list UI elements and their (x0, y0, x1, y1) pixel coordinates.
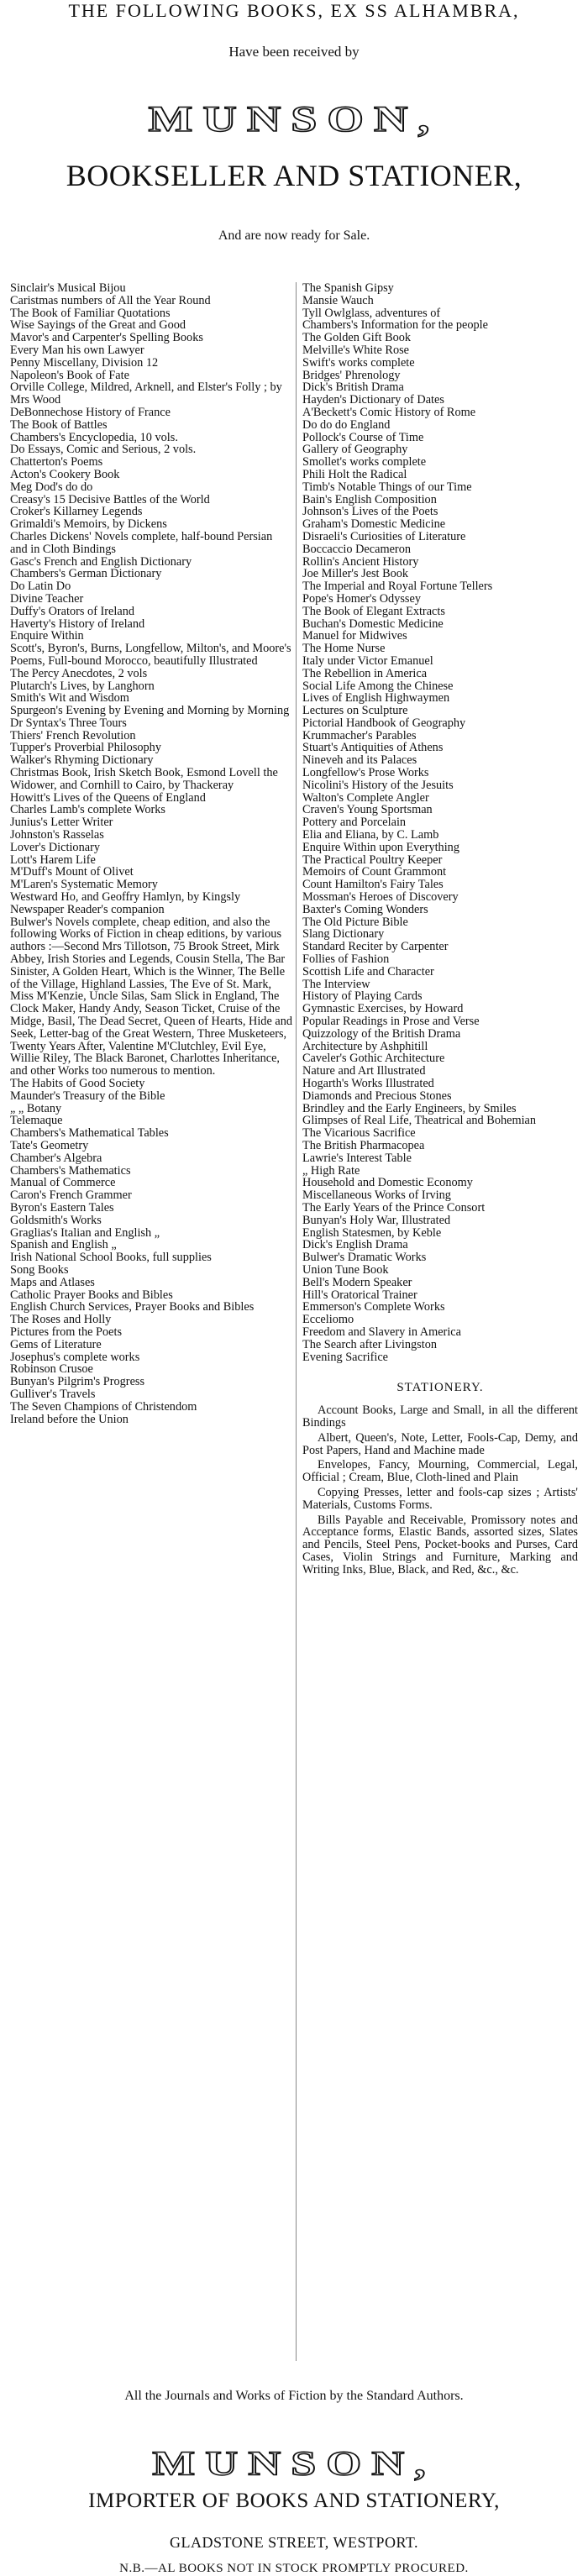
left-book-entry: Irish National School Books, full supplies (10, 1251, 212, 1265)
left-book-list (10, 282, 292, 1425)
right-book-entry: Union Tune Book (302, 1262, 389, 1277)
left-book-entry: Sinclair's Musical Bijou (10, 281, 126, 295)
right-book-entry: Rollin's Ancient History (302, 554, 419, 569)
right-book-entry: Household and Domestic Economy (302, 1176, 473, 1190)
right-book-entry: Hogarth's Works Illustrated (302, 1077, 434, 1090)
right-book-entry: Walton's Complete Angler (302, 790, 429, 805)
right-book-entry: Timb's Notable Things of our Time (302, 480, 472, 494)
left-book-entry: Song Books (10, 1262, 69, 1277)
left-book-entry: Duffy's Orators of Ireland (10, 604, 135, 618)
right-book-entry: Melville's White Rose (302, 343, 409, 357)
stationery-list (302, 1404, 578, 1576)
left-book-entry: Tate's Geometry (10, 1138, 89, 1152)
left-book-entry: Howitt's Lives of the Queens of England (10, 790, 206, 805)
right-book-entry: Social Life Among the Chinese (302, 679, 454, 693)
left-book-entry: Walker's Rhyming Dictionary (10, 753, 154, 768)
left-book-entry: Dr Syntax's Three Tours (10, 716, 127, 730)
right-book-entry: The Home Nurse (302, 642, 386, 656)
stationery-item: Albert, Queen's, Note, Letter, Fools-Cap, Demy, and Post Papers, Hand and Machine made (302, 1430, 578, 1457)
right-book-entry: Dick's British Drama (302, 380, 404, 395)
left-book-entry: The Roses and Holly (10, 1313, 112, 1327)
left-book-entry: Gems of Literature (10, 1337, 102, 1351)
left-book-entry: Orville College, Mildred, Arknell, and Elster's Folly ; by Mrs Wood (10, 380, 282, 407)
right-book-entry: The British Pharmacopea (302, 1138, 425, 1152)
right-book-entry: Bulwer's Dramatic Works (302, 1251, 427, 1265)
left-book-entry: Divine Teacher (10, 591, 84, 606)
bookseller-name-heading (0, 92, 588, 144)
left-book-entry: Croker's Killarney Legends (10, 505, 143, 519)
right-book-entry: Count Hamilton's Fairy Tales (302, 878, 444, 892)
ready-for-sale-line: And are now ready for Sale. (218, 228, 370, 243)
left-book-entry: Chambers's German Dictionary (10, 567, 162, 581)
right-book-entry: The Practical Poultry Keeper (302, 853, 443, 867)
stationery-item: Envelopes, Fancy, Mourning, Commercial, Legal, Official ; Cream, Blue, Cloth-lined and Plain (302, 1458, 578, 1485)
right-book-entry: Bunyan's Holy War, Illustrated (302, 1213, 451, 1227)
left-book-entry: Scott's, Byron's, Burns, Longfellow, Milton's, and Moore's Poems, Full-bound Morocco, beautifully Illustrated (10, 642, 291, 668)
left-book-entry: Westward Ho, and Geoffry Hamlyn, by Kingsly (10, 890, 241, 905)
right-book-entry: English Statesmen, by Keble (302, 1225, 442, 1240)
right-book-entry: Popular Readings in Prose and Verse (302, 1015, 480, 1029)
right-book-entry: Miscellaneous Works of Irving (302, 1188, 451, 1203)
right-book-entry: Dick's English Drama (302, 1238, 408, 1252)
left-book-entry: Junius's Letter Writer (10, 816, 113, 830)
left-book-entry: Chamber's Algebra (10, 1151, 102, 1165)
right-book-entry: Chambers's Information for the people (302, 318, 488, 333)
left-book-entry: Spurgeon's Evening by Evening and Morning by Morning (10, 704, 290, 718)
right-book-entry: Mansie Wauch (302, 293, 374, 307)
left-book-entry: Do Latin Do (10, 580, 71, 594)
footer-trade-heading: IMPORTER OF BOOKS AND STATIONERY, (88, 2489, 500, 2512)
left-book-entry: Charles Dickens' Novels complete, half-bound Persian and in Cloth Bindings (10, 529, 273, 556)
right-book-entry: The Book of Elegant Extracts (302, 604, 445, 618)
right-book-entry: Pictorial Handbook of Geography (302, 716, 466, 730)
stationery-item: Copying Presses, letter and fools-cap sizes ; Artists' Materials, Customs Forms. (302, 1485, 578, 1512)
right-book-entry: Elia and Eliana, by C. Lamb (302, 828, 439, 842)
right-book-entry: Lawrie's Interest Table (302, 1151, 412, 1165)
left-book-entry: Bunyan's Pilgrim's Progress (10, 1375, 145, 1389)
right-book-entry: Quizzology of the British Drama (302, 1026, 461, 1041)
address-line: GLADSTONE STREET, WESTPORT. (169, 2534, 419, 2551)
left-book-entry: Mavor's and Carpenter's Spelling Books (10, 331, 203, 345)
right-book-entry: Johnson's Lives of the Poets (302, 505, 438, 519)
left-book-entry: English Church Services, Prayer Books and Bibles (10, 1300, 255, 1314)
left-book-entry: The Habits of Good Society (10, 1077, 145, 1090)
left-book-entry: Acton's Cookery Book (10, 467, 120, 481)
right-book-entry: Baxter's Coming Wonders (302, 902, 428, 916)
left-book-entry: „ „ Botany (10, 1101, 62, 1115)
right-book-entry: Swift's works complete (302, 355, 415, 370)
left-book-entry: DeBonnechose History of France (10, 405, 171, 419)
right-book-entry: Stuart's Antiquities of Athens (302, 741, 444, 755)
right-book-entry: Tyll Owlglass, adventures of (302, 306, 441, 320)
right-book-entry: „ High Rate (302, 1163, 360, 1178)
left-book-entry: Penny Miscellany, Division 12 (10, 355, 159, 370)
right-book-entry: The Early Years of the Prince Consort (302, 1200, 486, 1215)
trade-heading: BOOKSELLER AND STATIONER, (66, 159, 522, 192)
left-book-entry: Lover's Dictionary (10, 840, 100, 854)
left-book-entry: Napoleon's Book of Fate (10, 368, 129, 382)
right-book-entry: History of Playing Cards (302, 989, 423, 1004)
right-book-entry: Hayden's Dictionary of Dates (302, 393, 444, 407)
left-book-entry: Caristmas numbers of All the Year Round (10, 293, 211, 307)
right-book-entry: Hill's Oratorical Trainer (302, 1288, 417, 1302)
right-book-entry: The Golden Gift Book (302, 331, 412, 345)
column-divider (296, 282, 297, 2361)
stationery-item: Account Books, Large and Small, in all the different Bindings (302, 1403, 578, 1430)
right-book-entry: Boccaccio Decameron (302, 542, 411, 556)
left-book-entry: Chambers's Encyclopedia, 10 vols. (10, 430, 178, 444)
right-book-entry: Joe Miller's Jest Book (302, 567, 409, 581)
right-book-entry: Bell's Modern Speaker (302, 1275, 412, 1289)
left-book-entry: Gulliver's Travels (10, 1387, 96, 1401)
stationery-heading: STATIONERY. (396, 1381, 484, 1395)
right-book-entry: Follies of Fashion (302, 952, 390, 967)
left-book-entry: Grimaldi's Memoirs, by Dickens (10, 517, 167, 532)
right-book-entry: Pope's Homer's Odyssey (302, 591, 421, 606)
left-book-entry: Chatterton's Poems (10, 455, 103, 470)
right-book-entry: The Vicarious Sacrifice (302, 1126, 416, 1141)
left-book-entry: Haverty's History of Ireland (10, 616, 145, 631)
right-book-entry: Glimpses of Real Life, Theatrical and Bohemian (302, 1114, 537, 1128)
right-book-entry: Architecture by Ashphitill (302, 1039, 428, 1053)
right-book-entry: Manuel for Midwives (302, 629, 407, 643)
left-book-entry: Johnston's Rasselas (10, 828, 104, 842)
left-book-entry: The Seven Champions of Christendom (10, 1399, 197, 1414)
left-book-entry: Enquire Within (10, 629, 84, 643)
left-book-entry: Chambers's Mathematical Tables (10, 1126, 169, 1141)
right-book-entry: Nicolini's History of the Jesuits (302, 778, 454, 792)
right-book-entry: Evening Sacrifice (302, 1350, 389, 1364)
left-book-entry: Graglias's Italian and English „ (10, 1225, 160, 1240)
left-book-entry: Chambers's Mathematics (10, 1163, 131, 1178)
left-book-entry: Caron's French Grammer (10, 1188, 132, 1203)
right-book-entry: Scottish Life and Character (302, 964, 434, 978)
left-book-entry: Maps and Atlases (10, 1275, 95, 1289)
right-book-entry: Gymnastic Exercises, by Howard (302, 1002, 464, 1016)
right-book-entry: Slang Dictionary (302, 927, 385, 942)
left-book-entry: The Percy Anecdotes, 2 vols (10, 666, 148, 680)
left-book-entry: Thiers' French Revolution (10, 728, 136, 742)
left-book-entry: Lott's Harem Life (10, 853, 96, 867)
right-book-entry: Ecceliomo (302, 1313, 354, 1327)
left-book-entry: Christmas Book, Irish Sketch Book, Esmond Lovell the Widower, and Cornhill to Cairo, by Thackeray (10, 766, 278, 792)
right-book-entry: Gallery of Geography (302, 443, 408, 457)
right-book-entry: The Interview (302, 977, 370, 991)
right-book-entry: Diamonds and Precious Stones (302, 1089, 452, 1103)
left-book-entry: Wise Sayings of the Great and Good (10, 318, 186, 333)
right-book-entry: Caveler's Gothic Architecture (302, 1052, 445, 1066)
right-book-entry: Enquire Within upon Everything (302, 840, 459, 854)
right-book-entry: The Search after Livingston (302, 1337, 437, 1351)
left-book-entry: Newspaper Reader's companion (10, 902, 165, 916)
right-book-entry: Krummacher's Parables (302, 728, 417, 742)
right-book-entry: Mossman's Heroes of Discovery (302, 890, 459, 905)
left-book-entry: Smith's Wit and Wisdom (10, 691, 129, 706)
right-book-entry: Disraeli's Curiosities of Literature (302, 529, 466, 543)
footer-name-text: MUNSON, (152, 2444, 436, 2483)
left-book-entry: Robinson Crusoe (10, 1362, 93, 1377)
right-book-entry: Freedom and Slavery in America (302, 1325, 461, 1339)
right-book-entry: Craven's Young Sportsman (302, 803, 433, 817)
footer-name-heading (0, 2437, 588, 2486)
right-book-entry: Pollock's Course of Time (302, 430, 424, 444)
left-book-entry: Plutarch's Lives, by Langhorn (10, 679, 155, 693)
left-book-entry: M'Laren's Systematic Memory (10, 878, 158, 892)
left-book-entry: Manual of Commerce (10, 1176, 116, 1190)
right-book-entry: The Old Picture Bible (302, 915, 408, 929)
right-book-entry: Longfellow's Prose Works (302, 766, 429, 780)
right-book-entry: Pottery and Porcelain (302, 816, 407, 830)
right-book-entry: Italy under Victor Emanuel (302, 653, 433, 668)
right-book-entry: A'Beckett's Comic History of Rome (302, 405, 476, 419)
right-book-entry: Lives of English Highwaymen (302, 691, 450, 706)
right-book-entry: The Rebellion in America (302, 666, 428, 680)
left-book-entry: Josephus's complete works (10, 1350, 140, 1364)
left-book-entry: Byron's Eastern Tales (10, 1200, 114, 1215)
left-book-entry: Bulwer's Novels complete, cheap edition, and also the following Works of Fiction in cheap editions, by various authors :—Second Mrs Tillotson, 75 Brook Street, Mirk Abbey, Irish Stories and Legends, Cousin Stella, The Bar Sinister, A Golden Heart, Which is the Winner, The Belle of the Village, Highland Lassies, The Eve of St. Mark, Miss M'Kenzie, Uncle Silas, Sam Slick in England, The Clock Maker, Handy Andy, Season Ticket, Cruise of the Midge, Basil, The Dead Secret, Queen of Hearts, Hide and Seek, Letter-bag of the Great Western, Three Musketeers, Twenty Years After, Valentine M'Clutchley, Evil Eye, Willie Riley, The Black Baronet, Charlottes Inheritance, and other Works too numerous to mention. (10, 915, 293, 1078)
right-book-entry: The Spanish Gipsy (302, 281, 394, 295)
left-book-entry: Catholic Prayer Books and Bibles (10, 1288, 173, 1302)
left-book-entry: Every Man his own Lawyer (10, 343, 144, 357)
left-book-entry: Meg Dod's do do (10, 480, 93, 494)
right-book-entry: Nineveh and its Palaces (302, 753, 417, 768)
left-book-entry: The Book of Familiar Quotations (10, 306, 171, 320)
received-by-line: Have been received by (228, 44, 360, 60)
right-book-entry: Nature and Art Illustrated (302, 1064, 426, 1078)
right-book-entry: Brindley and the Early Engineers, by Smiles (302, 1101, 517, 1115)
left-book-entry: M'Duff's Mount of Olivet (10, 865, 134, 879)
right-book-entries (302, 282, 578, 1363)
right-book-entry: The Imperial and Royal Fortune Tellers (302, 580, 493, 594)
right-book-list (302, 282, 578, 1578)
left-book-entry: Charles Lamb's complete Works (10, 803, 165, 817)
left-book-entry: Maunder's Treasury of the Bible (10, 1089, 165, 1103)
right-book-entry: Phili Holt the Radical (302, 467, 407, 481)
left-book-entry: Goldsmith's Works (10, 1213, 102, 1227)
right-book-entry: Lectures on Sculpture (302, 704, 408, 718)
nota-bene-line: N.B.—AL BOOKS NOT IN STOCK PROMPTLY PROCURED. (119, 2562, 469, 2575)
left-book-entry: Spanish and English „ (10, 1238, 117, 1252)
right-book-entry: Emmerson's Complete Works (302, 1300, 445, 1314)
right-book-entry: Memoirs of Count Grammont (302, 865, 447, 879)
right-book-entry: Bain's English Composition (302, 492, 437, 506)
left-book-entry: Pictures from the Poets (10, 1325, 123, 1339)
left-book-entry: Do Essays, Comic and Serious, 2 vols. (10, 443, 197, 457)
left-book-entry: The Book of Battles (10, 417, 108, 432)
left-book-entry: Gasc's French and English Dictionary (10, 554, 192, 569)
right-book-entry: Buchan's Domestic Medicine (302, 616, 444, 631)
right-book-entry: Graham's Domestic Medicine (302, 517, 446, 532)
stationery-item: Bills Payable and Receivable, Promissory notes and Acceptance forms, Elastic Bands, assorted sizes, Slates and Pencils, Steel Pens, Pocket-books and Purses, Card Cases, Violin Strings and Furniture, Marking and Writing Inks, Blue, Black, and Red, &c., &c. (302, 1513, 578, 1577)
bookseller-name-text: MUNSON, (148, 98, 440, 140)
right-book-entry: Smollet's works complete (302, 455, 427, 470)
left-book-entry: Telemaque (10, 1114, 63, 1128)
right-book-entry: Standard Reciter by Carpenter (302, 940, 449, 954)
left-book-entry: Ireland before the Union (10, 1412, 129, 1426)
right-book-entry: Bridges' Phrenology (302, 368, 401, 382)
left-book-entry: Creasy's 15 Decisive Battles of the World (10, 492, 210, 506)
journals-line: All the Journals and Works of Fiction by the Standard Authors. (124, 2389, 464, 2403)
left-book-entry: Tupper's Proverbial Philosophy (10, 741, 161, 755)
right-book-entry: Do do do England (302, 417, 391, 432)
header-line: THE FOLLOWING BOOKS, EX SS ALHAMBRA, (68, 0, 520, 21)
